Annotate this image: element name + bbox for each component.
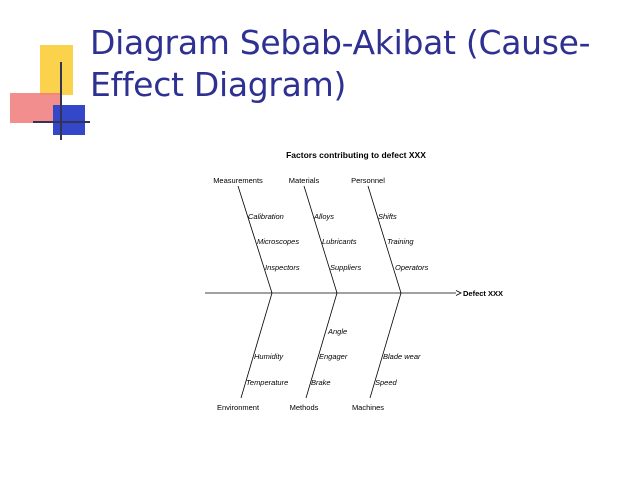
category-measurements: Measurements [213,176,263,185]
cause-blade-wear: Blade wear [383,352,421,361]
cause-microscopes: Microscopes [257,237,300,246]
cause-humidity: Humidity [254,352,284,361]
cause-temperature: Temperature [246,378,289,387]
spine-arrow-head [456,291,461,296]
cause-inspectors: Inspectors [265,263,300,272]
cause-shifts: Shifts [378,212,397,221]
cause-operators: Operators [395,263,429,272]
cause-angle: Angle [328,327,348,336]
diagram-title: Factors contributing to defect XXX [286,150,426,160]
cause-speed: Speed [375,378,397,387]
category-machines: Machines [351,403,385,412]
cause-training: Training [387,237,414,246]
category-materials: Materials [288,176,320,185]
category-environment: Environment [216,403,260,412]
cause-brake: Brake [311,378,331,387]
cause-calibration: Calibration [248,212,284,221]
cause-engager: Engager [319,352,348,361]
category-personnel: Personnel [351,176,385,185]
category-methods: Methods [289,403,319,412]
slide-title: Diagram Sebab-Akibat (Cause-Effect Diagram) [90,23,591,104]
cause-alloys: Alloys [314,212,335,221]
effect-label: Defect XXX [463,289,504,298]
cause-suppliers: Suppliers [330,263,362,272]
cause-lubricants: Lubricants [322,237,357,246]
